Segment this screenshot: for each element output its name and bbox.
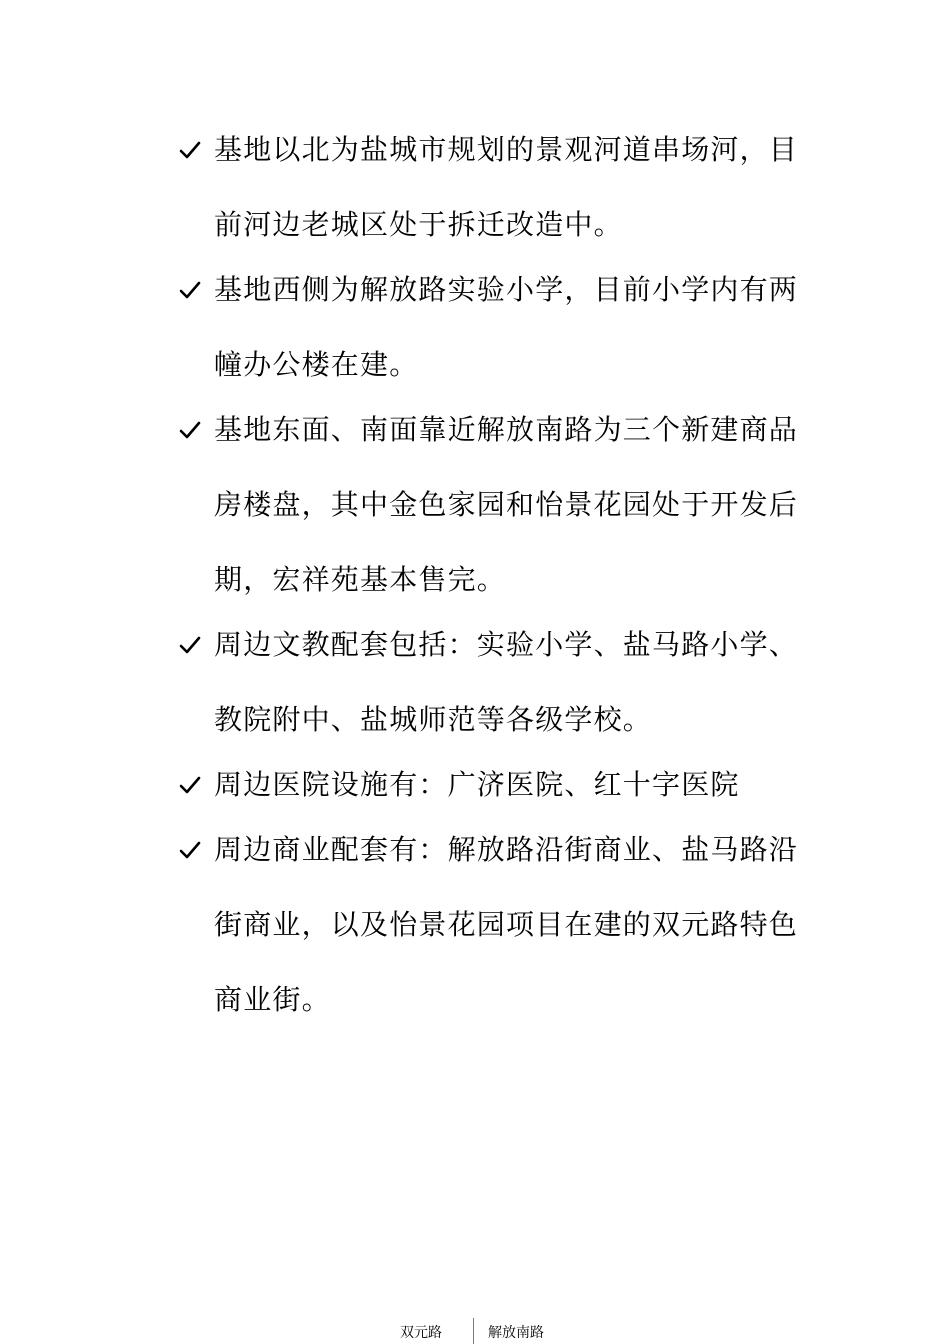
list-item [178, 252, 818, 402]
list-item [178, 747, 818, 822]
footer-road-label-left: 双元路 [400, 1325, 442, 1341]
list-item-text: 周边文教配套包括：实验小学、盐马路小学、教院附中、盐城师范等各级学校。 [214, 628, 799, 736]
list-item [178, 112, 818, 262]
list-item-text: 周边医院设施有：广济医院、红十字医院 [214, 768, 740, 801]
checkmark-icon [178, 252, 208, 327]
list-item-text: 基地以北为盐城市规划的景观河道串场河，目前河边老城区处于拆迁改造中。 [214, 133, 799, 241]
checkmark-icon [178, 112, 208, 187]
footer-road-label-right: 解放南路 [488, 1325, 544, 1341]
footer-labels [0, 1318, 950, 1344]
site-context-list [178, 112, 818, 1027]
checkmark-icon [178, 607, 208, 682]
checkmark-icon [178, 812, 208, 887]
checkmark-icon [178, 747, 208, 822]
list-item-text: 基地东面、南面靠近解放南路为三个新建商品房楼盘，其中金色家园和怡景花园处于开发后期，宏祥苑基本售完。 [214, 413, 799, 596]
list-item [178, 392, 818, 617]
list-item-text: 周边商业配套有：解放路沿街商业、盐马路沿街商业，以及怡景花园项目在建的双元路特色商业街。 [214, 833, 799, 1016]
list-item [178, 607, 818, 757]
footer-divider [473, 1318, 474, 1344]
list-item [178, 812, 818, 1037]
list-item-text: 基地西侧为解放路实验小学，目前小学内有两幢办公楼在建。 [214, 273, 799, 381]
checkmark-icon [178, 392, 208, 467]
